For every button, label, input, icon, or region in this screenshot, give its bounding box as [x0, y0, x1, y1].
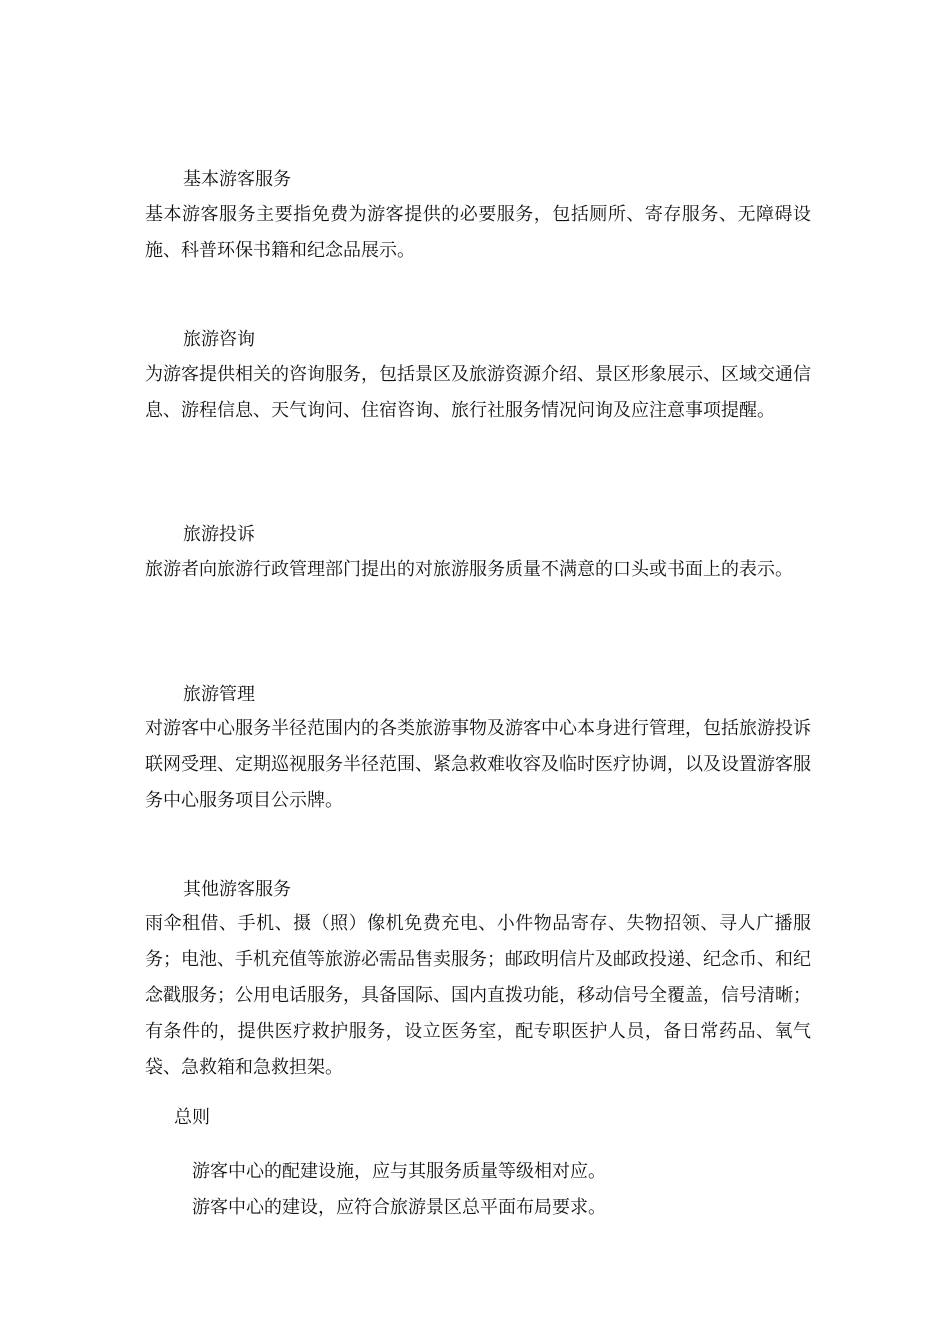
general-principles-title: 总则: [174, 1107, 210, 1128]
section-body-tourism-consulting: 为游客提供相关的咨询服务，包括景区及旅游资源介绍、景区形象展示、区域交通信息、游程信息、天气询问、住宿咨询、旅行社服务情况问询及应注意事项提醒。: [145, 364, 811, 421]
section-body-tourism-management: 对游客中心服务半径范围内的各类旅游事物及游客中心本身进行管理，包括旅游投诉联网受理、定期巡视服务半径范围、紧急救难收容及临时医疗协调，以及设置游客服务中心服务项目公示牌。: [145, 718, 811, 811]
general-principle-line-1: 游客中心的配建设施，应与其服务质量等级相对应。: [192, 1161, 606, 1182]
section-heading-tourism-complaint: 旅游投诉: [183, 524, 255, 545]
section-body-basic-service: 基本游客服务主要指免费为游客提供的必要服务，包括厕所、寄存服务、无障碍设施、科普环保书籍和纪念品展示。: [145, 204, 811, 261]
section-heading-basic-service: 基本游客服务: [183, 169, 291, 190]
general-principle-line-2: 游客中心的建设，应符合旅游景区总平面布局要求。: [192, 1197, 606, 1218]
section-body-other-services: 雨伞租借、手机、摄（照）像机免费充电、小件物品寄存、失物招领、寻人广播服务；电池、手机充值等旅游必需品售卖服务；邮政明信片及邮政投递、纪念币、和纪念戳服务；公用电话服务，具备国际、国内直拨功能，移动信号全覆盖，信号清晰；有条件的，提供医疗救护服务，设立医务室，配专职医护人员，备日常药品、氧气袋、急救箱和急救担架。: [145, 913, 811, 1078]
section-heading-tourism-consulting: 旅游咨询: [183, 329, 255, 350]
section-heading-tourism-management: 旅游管理: [183, 684, 255, 705]
section-body-tourism-complaint: 旅游者向旅游行政管理部门提出的对旅游服务质量不满意的口头或书面上的表示。: [145, 559, 793, 580]
section-heading-other-services: 其他游客服务: [183, 879, 291, 900]
